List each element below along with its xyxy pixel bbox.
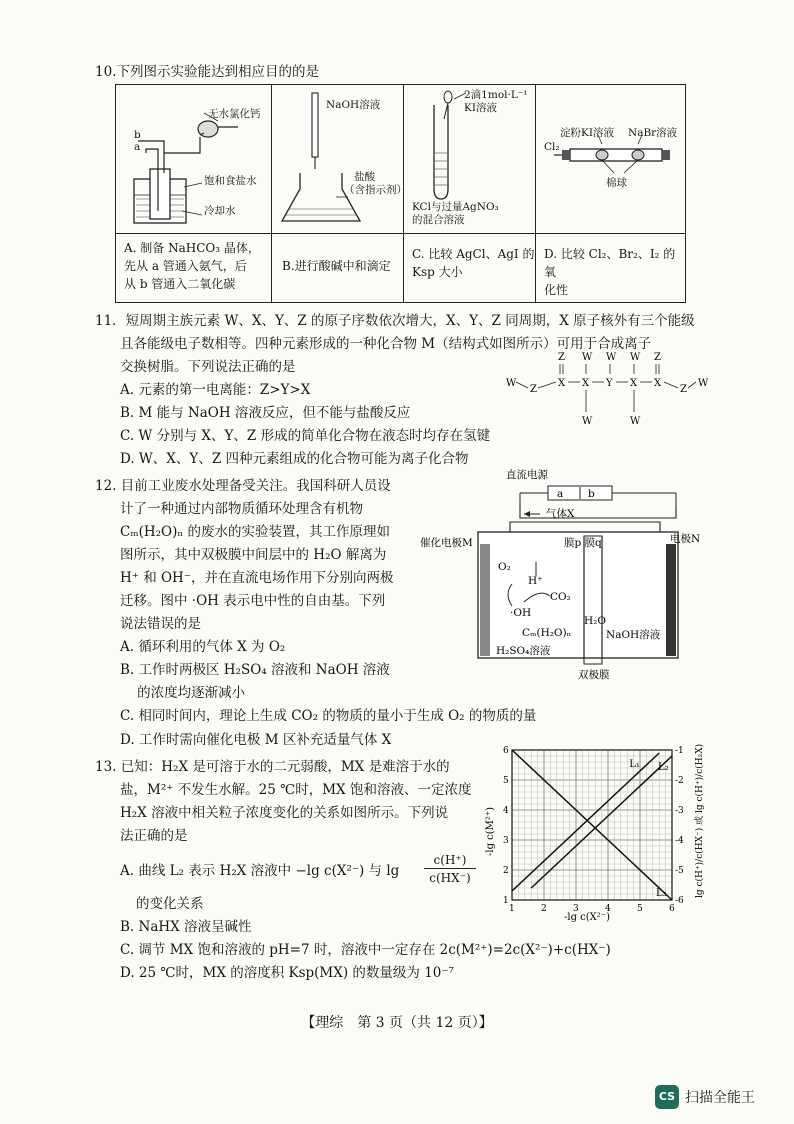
q11-stem-line-1: 11．短周期主族元素 W、X、Y、Z 的原子序数依次增大，X、Y、Z 同周期，X 原子核外有三个能级 — [95, 313, 695, 329]
cotton-label: 棉球 — [606, 177, 627, 189]
x-tick-label: 6 — [669, 904, 675, 914]
naoh-solution-label: NaOH溶液 — [606, 629, 661, 641]
q10-option-b: B.进行酸碱中和滴定 — [282, 259, 391, 273]
mix-label-2: 的混合溶液 — [412, 214, 465, 226]
svg-text:Y: Y — [606, 378, 613, 389]
y-left-tick-label: 5 — [503, 776, 509, 786]
x-tick-label: 5 — [637, 904, 643, 914]
starch-ki-label: 淀粉KI溶液 — [560, 127, 614, 139]
scanner-watermark — [655, 1085, 787, 1111]
organic-label: Cₘ(H₂O)ₙ — [522, 627, 572, 639]
q11-stem-line-2: 且各能级电子数相等。四种元素形成的一种化合物 M（结构式如图所示）可用于合成离子 — [120, 336, 652, 352]
q12-option-a: A. 循环利用的气体 X 为 O₂ — [120, 639, 286, 655]
halogen-tube-figure — [540, 89, 684, 229]
terminal-b-label: b — [588, 488, 595, 500]
q12-option-b: B. 工作时两极区 H₂SO₄ 溶液和 NaOH 溶液 — [120, 662, 390, 678]
scanner-app-name: 扫描全能王 — [685, 1090, 755, 1106]
power-supply-label: 直流电源 — [506, 469, 548, 481]
q10-stem: 10.下列图示实验能达到相应目的的是 — [95, 64, 319, 80]
y-right-tick-label: -3 — [675, 806, 684, 816]
q13-fraction-denominator: c(HX⁻) — [429, 871, 471, 885]
y-left-tick-label: 1 — [503, 896, 509, 906]
indicator-label: （含指示剂） — [344, 184, 407, 196]
svg-text:W: W — [630, 352, 641, 363]
camscanner-logo-icon: CS — [655, 1085, 679, 1109]
y-left-tick-label: 4 — [503, 806, 509, 816]
water-label: H₂O — [584, 615, 606, 627]
y-right-tick-label: -5 — [675, 866, 684, 876]
ki-drop-label: 2滴1mol·L⁻¹ — [464, 89, 528, 101]
y-right-tick-label: -6 — [675, 896, 684, 906]
q12-option-d: D. 工作时需向催化电极 M 区补充适量气体 X — [120, 732, 392, 748]
oh-radical-label: ·OH — [510, 607, 532, 619]
cl2-label: Cl₂ — [544, 141, 560, 153]
svg-text:W: W — [698, 378, 709, 389]
q13-option-d: D. 25 ℃时，MX 的溶度积 Ksp(MX) 的数量级为 10⁻⁷ — [120, 965, 454, 981]
hplus-label: H⁺ — [528, 575, 543, 587]
q13-option-b: B. NaHX 溶液呈碱性 — [120, 919, 252, 935]
svg-text:X: X — [582, 378, 590, 389]
q13-option-a-cont: 的变化关系 — [136, 896, 204, 912]
structural-formula-m — [502, 352, 708, 428]
q11-option-a: A. 元素的第一电离能：Z>Y>X — [120, 382, 311, 398]
q12-stem-line-5: H⁺ 和 OH⁻，并在直流电场作用下分别向两极 — [120, 570, 394, 586]
svg-text:Z: Z — [530, 384, 537, 395]
x-tick-label: 1 — [509, 904, 515, 914]
naoh-label: NaOH溶液 — [326, 99, 381, 111]
svg-text:W: W — [582, 352, 593, 363]
q12-stem-line-1: 12. 目前工业废水处理备受关注。我国科研人员设 — [95, 478, 391, 494]
y-axis-left-label: -lg c(M²⁺) — [485, 806, 496, 856]
q12-stem-line-6: 迁移。图中 ·OH 表示电中性的自由基。下列 — [120, 593, 386, 609]
o2-label: O₂ — [498, 561, 511, 573]
q10-option-table — [115, 84, 686, 303]
electrolysis-figure — [420, 469, 712, 682]
q12-stem-line-3: Cₘ(H₂O)ₙ 的废水的实验装置，其工作原理如 — [120, 524, 391, 540]
svg-text:Z: Z — [680, 384, 687, 395]
q10-option-a: A. 制备 NaHCO₃ 晶体， 先从 a 管通入氨气，后 从 b 管通入二氧化碳 — [124, 241, 260, 291]
series-label-1: L₁ — [629, 759, 640, 770]
svg-text:W: W — [630, 416, 641, 427]
tube-label-a: a — [134, 141, 141, 153]
ki-solution-label: KI溶液 — [464, 102, 497, 114]
q13-stem-line-1: 13. 已知：H₂X 是可溶于水的二元弱酸，MX 是难溶于水的 — [95, 759, 450, 775]
q13-stem-line-2: 盐，M²⁺ 不发生水解。25 ℃时，MX 饱和溶液、一定浓度 — [120, 782, 472, 798]
y-left-tick-label: 2 — [503, 866, 509, 876]
svg-text:Z: Z — [558, 352, 565, 363]
q13-option-a: A. 曲线 L₂ 表示 H₂X 溶液中 −lg c(X²⁻) 与 lg — [120, 863, 400, 879]
q12-option-b-cont: 的浓度均逐渐减小 — [120, 685, 246, 701]
q13-fraction-numerator: c(H⁺) — [424, 852, 476, 869]
h2so4-label: H₂SO₄溶液 — [496, 645, 551, 657]
q11-option-b: B. M 能与 NaOH 溶液反应，但不能与盐酸反应 — [120, 405, 411, 421]
cold-water-label: 冷却水 — [204, 205, 236, 217]
electrode-m-label: 催化电极M — [420, 537, 473, 549]
y-right-tick-label: -2 — [675, 776, 684, 786]
series-label-2: L₂ — [658, 762, 669, 773]
q12-option-c: C. 相同时间内，理论上生成 CO₂ 的物质的量小于生成 O₂ 的物质的量 — [120, 708, 537, 724]
svg-text:W: W — [606, 352, 617, 363]
q10-option-d: D. 比较 Cl₂、Br₂、I₂ 的氧 化性 — [544, 247, 676, 297]
x-axis-label: -lg c(X²⁻) — [564, 912, 610, 923]
q13-stem-line-4: 法正确的是 — [120, 828, 188, 844]
membrane-labels: 膜p 膜q — [564, 537, 602, 549]
x-tick-label: 3 — [573, 904, 579, 914]
svg-text:W: W — [506, 378, 517, 389]
gas-x-label: 气体X — [546, 508, 575, 520]
series-label-3: L₃ — [656, 888, 667, 899]
y-right-tick-label: -1 — [675, 746, 684, 756]
series-line-3 — [512, 750, 672, 900]
svg-text:X: X — [558, 378, 566, 389]
electrode-n-label: 电极N — [670, 533, 701, 545]
svg-text:X: X — [630, 378, 638, 389]
q13-stem-line-3: H₂X 溶液中相关粒子浓度变化的关系如图所示。下列说 — [120, 805, 449, 821]
y-left-tick-label: 3 — [503, 836, 509, 846]
svg-text:W: W — [582, 416, 593, 427]
hcl-label: 盐酸 — [354, 171, 375, 183]
x-tick-label: 2 — [541, 904, 547, 914]
terminal-a-label: a — [557, 488, 564, 500]
bipolar-membrane-label: 双极膜 — [578, 669, 610, 681]
desiccant-label: 无水氯化钙 — [208, 108, 261, 120]
tube-label-b: b — [134, 129, 141, 141]
page-footer: 【理综 第 3 页（共 12 页）】 — [301, 1015, 493, 1031]
q11-option-d: D. W、X、Y、Z 四种元素组成的化合物可能为离子化合物 — [120, 451, 469, 467]
q12-stem-line-4: 图所示，其中双极膜中间层中的 H₂O 解离为 — [120, 547, 387, 563]
brine-label: 饱和食盐水 — [204, 175, 257, 187]
svg-text:Z: Z — [654, 352, 661, 363]
q11-option-c: C. W 分别与 X、Y、Z 形成的简单化合物在液态时均存在氢键 — [120, 428, 491, 444]
q10-option-c: C. 比较 AgCl、AgI 的 Ksp 大小 — [412, 247, 535, 279]
q11-stem-line-3: 交换树脂。下列说法正确的是 — [120, 359, 296, 375]
svg-text:X: X — [654, 378, 662, 389]
y-right-tick-label: -4 — [675, 836, 684, 846]
nabr-label: NaBr溶液 — [628, 127, 678, 139]
q13-chart — [484, 744, 706, 924]
y-left-tick-label: 6 — [503, 746, 509, 756]
q13-option-c: C. 调节 MX 饱和溶液的 pH=7 时，溶液中一定存在 2c(M²⁺)=2c(X²⁻)+c(HX⁻) — [120, 942, 611, 958]
q12-stem-line-2: 计了一种通过内部物质循环处理含有机物 — [120, 501, 363, 517]
mix-label: KCl与过量AgNO₃ — [412, 201, 499, 213]
x-tick-label: 4 — [605, 904, 611, 914]
y-axis-right-label: lg c(H⁺)/c(HX⁻) 或 lg c(H⁺)/c(H₂X) — [695, 743, 705, 898]
co2-label: CO₂ — [550, 591, 571, 603]
q12-stem-line-7: 说法错误的是 — [120, 616, 201, 632]
